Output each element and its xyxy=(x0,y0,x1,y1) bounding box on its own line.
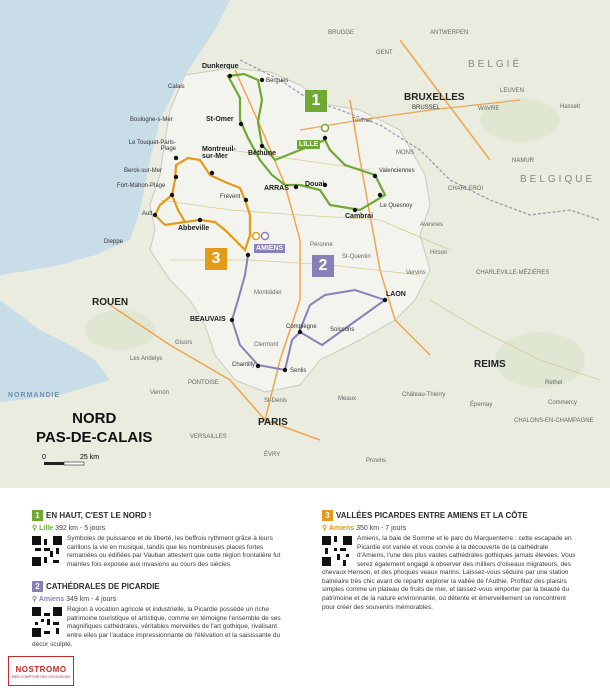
place-label: ROUEN xyxy=(92,297,129,308)
place-label: CHARLEROI xyxy=(448,186,484,192)
place-label: Calais xyxy=(168,84,185,90)
route-title: VALLÉES PICARDES ENTRE AMIENS ET LA CÔTE xyxy=(336,511,528,520)
left-column xyxy=(32,510,288,661)
route-text: Symboles de puissance et de liberté, les beffrois rythment grâce à leurs carillons la vie en musique, tandis que les nombreuses places fortes remaniées ou édifiées par Vauban attestent que cette région frontalière fut maintes fois exposée aux invasions au cours des siècles. xyxy=(67,535,281,568)
country-label: BELGIË xyxy=(468,59,523,70)
qr-code-icon[interactable] xyxy=(322,536,352,566)
route-number: 3 xyxy=(322,510,333,521)
map-title-line2: PAS-DE-CALAIS xyxy=(36,428,153,446)
scale-segment xyxy=(64,462,84,465)
town-label: Le Touquet-Paris-Plage xyxy=(128,140,176,152)
place-label: Épernay xyxy=(470,402,493,408)
route-meta xyxy=(32,595,288,603)
route-text: Amiens, la baie de Somme et le parc du Marquenterre : cette escapade en Picardie est variée et vous convie à la découverte de la cathédrale d'Amiens, l'une des plus vastes cathédrales gothiques jamais élevées. Vous serez également engagé à observer des milliers d'oiseaux migrateurs, des chevaux Henson, et des phoques veaux marins. Laissez-vous séduire par une station balnéaire très chic avant de repartir explorer la vallée de l'Authie. Profitez des plaisirs simples comme un plateau de fruits de mer, et laissez-vous emporter par la beauté du patrimoine et de la nature environnante, où détente et émerveillement se rencontrent pour créer des souvenirs mémorables. xyxy=(322,535,576,611)
town-label: Ault xyxy=(142,211,153,217)
nostromo-logo xyxy=(8,656,74,686)
map-title-line1: NORD xyxy=(72,410,117,427)
route-card-1 xyxy=(32,510,288,569)
route-title: CATHÉDRALES DE PICARDIE xyxy=(46,582,160,592)
place-label: Gisors xyxy=(175,340,193,346)
route-description xyxy=(322,535,578,612)
place-label: LEUVEN xyxy=(500,88,525,94)
forest-patch xyxy=(480,98,560,142)
route-start: Amiens xyxy=(38,596,65,604)
place-label: Hasselt xyxy=(560,104,581,110)
right-column xyxy=(322,510,578,624)
place-label: BRUXELLES xyxy=(404,92,465,103)
qr-code-icon[interactable] xyxy=(32,607,62,637)
place-label: CHARLEVILLE-MÉZIÈRES xyxy=(476,270,550,276)
route-header xyxy=(32,510,288,521)
place-label: Boulogne-s-Mer xyxy=(130,117,173,123)
city-chip-amiens: AMIENS xyxy=(256,245,284,252)
town-label: Abbeville xyxy=(178,225,210,232)
route-header xyxy=(32,581,288,592)
route-distance: 349 km - 4 jours xyxy=(66,596,117,604)
place-label: REIMS xyxy=(474,359,506,370)
town-label: Soissons xyxy=(330,327,355,333)
place-label: Dieppe xyxy=(104,239,124,245)
town-label: Chantilly xyxy=(232,362,256,368)
place-label: Tournai xyxy=(352,118,372,124)
place-label: St-Denis xyxy=(264,398,288,404)
place-label: Clermont xyxy=(254,342,279,348)
town-label: Montreuil-sur-Mer xyxy=(202,146,236,160)
place-label: Commercy xyxy=(548,400,578,406)
route-2-badge[interactable]: 2 xyxy=(312,255,334,277)
place-label: Meaux xyxy=(338,396,357,402)
route-number: 2 xyxy=(32,581,43,592)
place-label: Rethel xyxy=(545,380,563,386)
route-text: Région à vocation agricole et industrielle, la Picardie possède un riche patrimoine touristique et artistique, comme en témoigne l'ensemble de ses magnifiques cathédrales, véritables merveilles de l'art gothique, rivalisant entre elles par l'audace impressionnante de l'élévation et la saisissante du décor sculpté. xyxy=(32,606,281,648)
route-card-2 xyxy=(32,581,288,649)
map-title xyxy=(36,410,152,448)
town-label: Le Quesnoy xyxy=(380,203,413,209)
place-label: BRUSSEL xyxy=(412,105,441,111)
country-label: BELGIQUE xyxy=(520,174,596,185)
town-label: Bergues xyxy=(266,78,289,84)
route-description xyxy=(32,535,288,569)
town-label: Senlis xyxy=(290,368,307,374)
city-chip-lille: LILLE xyxy=(299,141,319,148)
route-2-start-marker xyxy=(262,233,269,240)
pin-icon: ⚲ xyxy=(32,525,38,532)
route-title: EN HAUT, C'EST LE NORD ! xyxy=(46,511,152,520)
place-label: Vernon xyxy=(150,390,170,396)
route-3-badge[interactable]: 3 xyxy=(205,248,227,270)
pin-icon: ⚲ xyxy=(32,596,38,604)
route-card-3 xyxy=(322,510,578,612)
town-label: Berck-sur-Mer xyxy=(124,168,163,174)
place-label: WAVRE xyxy=(478,106,500,112)
place-label: ANTWERPEN xyxy=(430,30,469,36)
town-label: Compiègne xyxy=(286,324,317,330)
route-header xyxy=(322,510,578,521)
route-descriptions xyxy=(0,488,610,700)
place-label: VERSAILLES xyxy=(190,434,227,440)
place-label: Péronne xyxy=(310,242,333,248)
place-label: CHALONS-EN-CHAMPAGNE xyxy=(514,418,594,424)
place-label: Provins xyxy=(366,458,387,464)
town-label: Frévent xyxy=(220,194,241,200)
place-label: NAMUR xyxy=(512,158,534,164)
logo-name: NOSTROMO xyxy=(15,665,67,674)
place-label: MONS xyxy=(396,150,414,156)
town-label: Béthune xyxy=(248,150,276,157)
place-label: Hirson xyxy=(430,250,448,256)
town-label: LAON xyxy=(386,291,406,298)
scale-length-label: 25 km xyxy=(80,454,100,461)
route-description xyxy=(32,606,288,649)
qr-code-icon[interactable] xyxy=(32,536,62,566)
place-label: Château-Thierry xyxy=(402,392,446,398)
town-label: Cambrai xyxy=(345,213,374,220)
place-label: PONTOISE xyxy=(188,380,219,386)
town-label: Fort-Mahon-Plage xyxy=(117,183,166,189)
forest-patch xyxy=(85,310,155,350)
place-label: Vervins xyxy=(406,270,426,276)
town-label: Douai xyxy=(305,181,325,188)
scale-zero-label: 0 xyxy=(42,454,46,461)
route-meta xyxy=(322,524,578,532)
town-label: St-Omer xyxy=(206,116,234,123)
region-label: NORMANDIE xyxy=(8,392,61,399)
route-1-badge[interactable]: 1 xyxy=(305,90,327,112)
pin-icon: ⚲ xyxy=(322,525,328,532)
place-label: St-Quentin xyxy=(342,254,371,260)
town-label: ARRAS xyxy=(264,185,289,192)
place-label: Montdidier xyxy=(254,290,283,296)
place-label: Les Andelys xyxy=(130,356,163,362)
town-label: BEAUVAIS xyxy=(190,316,226,323)
place-label: BRUGGE xyxy=(328,30,355,36)
place-label: ÉVRY xyxy=(264,452,281,458)
route-meta xyxy=(32,524,288,532)
route-3-start-marker xyxy=(253,233,260,240)
scale-segment xyxy=(44,462,64,465)
town-label: Valenciennes xyxy=(379,168,415,174)
route-number: 1 xyxy=(32,510,43,521)
route-start: Amiens xyxy=(328,525,355,532)
route-1-start-marker xyxy=(322,125,329,132)
place-label: GENT xyxy=(376,50,393,56)
place-label: Avesnes xyxy=(420,222,443,228)
logo-tagline: WEB COMPTOIR DES VOYAGEURS xyxy=(11,675,71,679)
route-distance: 350 km - 7 jours xyxy=(356,525,407,532)
place-label: PARIS xyxy=(258,417,288,428)
route-start: Lille xyxy=(39,525,54,532)
town-label: Dunkerque xyxy=(202,63,239,70)
route-distance: 392 km - 5 jours xyxy=(55,525,106,532)
